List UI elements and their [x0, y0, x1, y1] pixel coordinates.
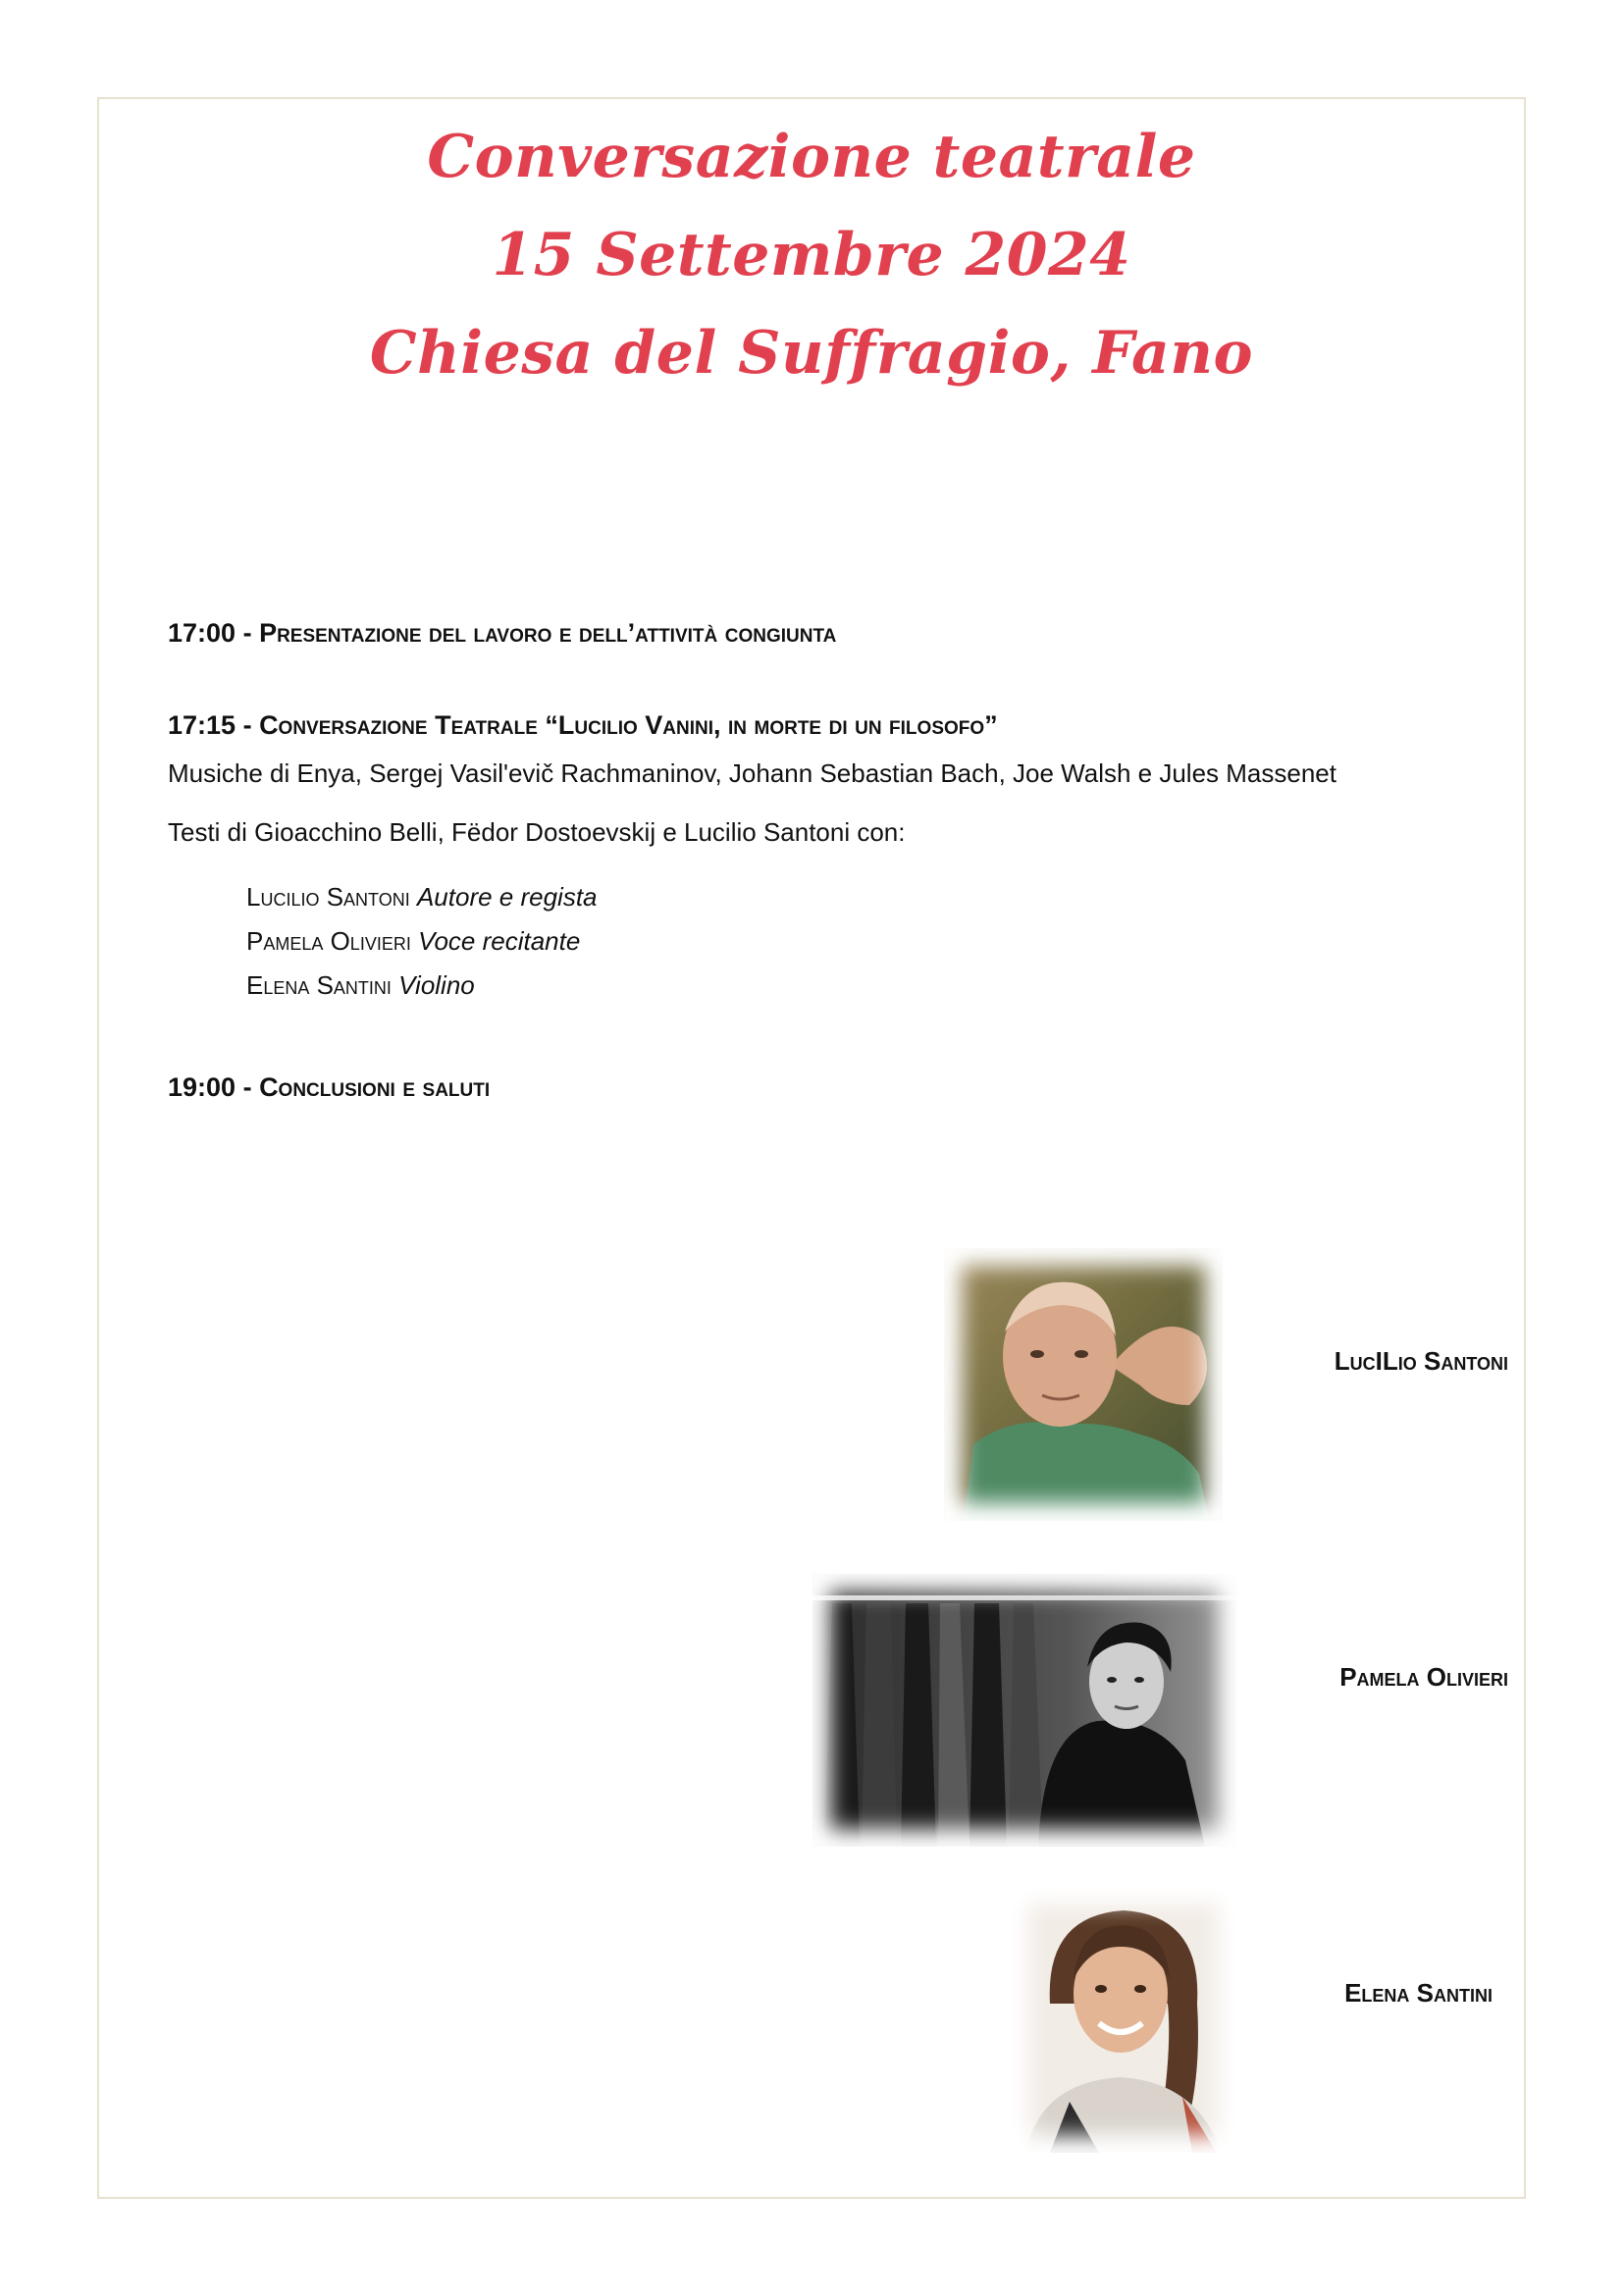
page-border [97, 97, 1526, 2199]
cast-role: Voce recitante [418, 926, 581, 956]
cast-row [246, 964, 598, 1008]
slot-separator: - [236, 1072, 260, 1102]
person-name: Elena Santini [1344, 1978, 1493, 2008]
title-block [97, 108, 1526, 402]
slot-label: Conclusioni e saluti [259, 1072, 491, 1102]
slot-separator: - [236, 618, 260, 648]
portrait-lucilio-santoni [944, 1248, 1223, 1521]
cast-name: Lucilio Santoni [246, 882, 410, 912]
title-event: Conversazione teatrale [427, 123, 1196, 191]
program-slot-3 [168, 1072, 490, 1103]
portrait-pamela-olivieri [812, 1574, 1236, 1847]
text-credits: Testi di Gioacchino Belli, Fëdor Dostoevskij e Lucilio Santoni con: [168, 817, 906, 847]
portrait-elena-santini [1011, 1886, 1236, 2153]
program-slot-1 [168, 618, 836, 649]
slot-separator: - [236, 710, 260, 740]
slot-time: 17:00 [168, 618, 236, 648]
cast-role: Violino [398, 970, 475, 1000]
cast-row [246, 919, 598, 964]
title-date: 15 Settembre 2024 [492, 221, 1131, 289]
slot-time: 17:15 [168, 710, 236, 740]
cast-name: Pamela Olivieri [246, 926, 411, 956]
cast-role: Autore e regista [416, 882, 598, 912]
person-name: LucILio Santoni [1334, 1346, 1508, 1376]
cast-list [246, 875, 598, 1008]
slot-label: Presentazione del lavoro e dell’attività congiunta [259, 618, 837, 648]
person-name: Pamela Olivieri [1339, 1662, 1508, 1692]
cast-row [246, 875, 598, 919]
music-credits: Musiche di Enya, Sergej Vasil'evič Rachmaninov, Johann Sebastian Bach, Joe Walsh e Jules Massenet [168, 758, 1336, 788]
slot-label: Conversazione Teatrale “Lucilio Vanini, in morte di un filosofo” [259, 710, 998, 740]
program-slot-2 [168, 710, 998, 741]
slot-time: 19:00 [168, 1072, 236, 1102]
title-venue: Chiesa del Suffragio, Fano [369, 319, 1254, 388]
cast-name: Elena Santini [246, 970, 392, 1000]
